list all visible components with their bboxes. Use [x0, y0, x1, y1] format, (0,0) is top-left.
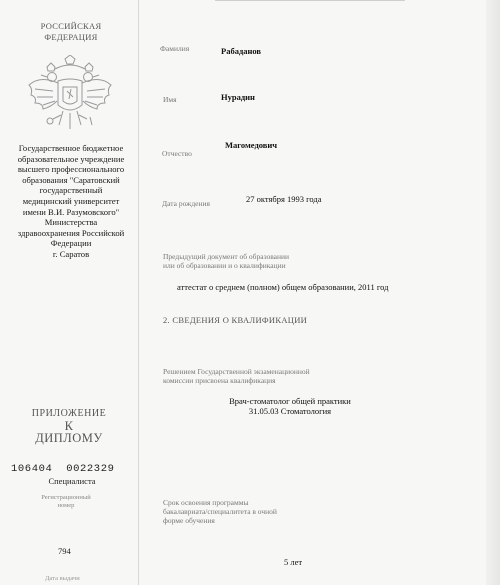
- appendix-title: [30, 408, 108, 444]
- patronymic-label: Отчество: [162, 149, 192, 158]
- qualification-line-2: 31.05.03 Стоматология: [248, 406, 332, 416]
- org-line: Министерства: [44, 217, 98, 228]
- country-header: [33, 21, 109, 43]
- reg-caption-line-2: номер: [57, 502, 75, 509]
- name-label: Имя: [163, 95, 177, 104]
- study-term-label: [163, 498, 277, 525]
- term-label-line-3: форме обучения: [163, 516, 215, 525]
- issue-date-caption: Дата выдачи: [45, 575, 80, 582]
- surname-value: Рабаданов: [221, 46, 262, 56]
- page-edge-shadow: [486, 0, 500, 585]
- qualification-line-1: Врач-стоматолог общей практики: [229, 396, 351, 406]
- birth-date-label: Дата рождения: [162, 199, 210, 208]
- decision-label-line-1: Решением Государственной экзаменационной: [163, 367, 310, 376]
- commission-decision-label: [163, 367, 310, 385]
- org-line: образования "Саратовский: [22, 174, 120, 185]
- education-level: Специалиста: [48, 476, 96, 486]
- country-line-2: ФЕДЕРАЦИЯ: [44, 32, 98, 42]
- surname-label: Фамилия: [160, 44, 190, 53]
- registration-caption: [36, 494, 96, 510]
- registration-number: 794: [58, 546, 71, 556]
- org-line: здравоохранения Российской: [17, 227, 125, 238]
- reg-caption-line-1: Регистрационный: [41, 494, 91, 501]
- country-line-1: РОССИЙСКАЯ: [40, 21, 102, 31]
- serial-number: 106404 0022329: [11, 463, 115, 475]
- appendix-line-1: ПРИЛОЖЕНИЕ: [31, 408, 107, 419]
- org-line: г. Саратов: [52, 248, 90, 259]
- page-fold-line: [138, 0, 139, 585]
- prev-doc-label-line-1: Предыдущий документ об образовании: [163, 252, 290, 261]
- previous-document-label: [163, 252, 289, 270]
- term-label-line-2: бакалавриата/специалитета в очной: [163, 507, 277, 516]
- decision-label-line-2: комиссии присвоена квалификация: [163, 376, 276, 385]
- org-line: Федерации: [50, 238, 92, 249]
- org-line: медицинский университет: [22, 195, 120, 206]
- study-term-value: 5 лет: [284, 557, 303, 567]
- org-line: высшего профессионального: [17, 164, 125, 175]
- org-line: имени В.И. Разумовского": [22, 206, 120, 217]
- qualification-value: [200, 396, 380, 416]
- org-line: Государственное бюджетное: [18, 143, 124, 153]
- previous-document-value: аттестат о среднем (полном) общем образовании, 2011 год: [177, 282, 389, 292]
- name-value: Нурадин: [221, 92, 255, 102]
- double-headed-eagle-emblem-icon: [25, 55, 115, 137]
- section-title: 2. СВЕДЕНИЯ О КВАЛИФИКАЦИИ: [163, 315, 308, 325]
- patronymic-value: Магомедович: [225, 140, 278, 150]
- top-border-line: [215, 0, 405, 1]
- term-label-line-1: Срок освоения программы: [163, 498, 249, 507]
- institution-name: [10, 143, 132, 260]
- birth-date-value: 27 октября 1993 года: [246, 194, 322, 204]
- prev-doc-label-line-2: или об образовании и о квалификации: [163, 261, 286, 270]
- org-line: государственный: [39, 185, 103, 196]
- org-line: образовательное учреждение: [17, 153, 125, 164]
- appendix-line-2: К ДИПЛОМУ: [35, 419, 103, 445]
